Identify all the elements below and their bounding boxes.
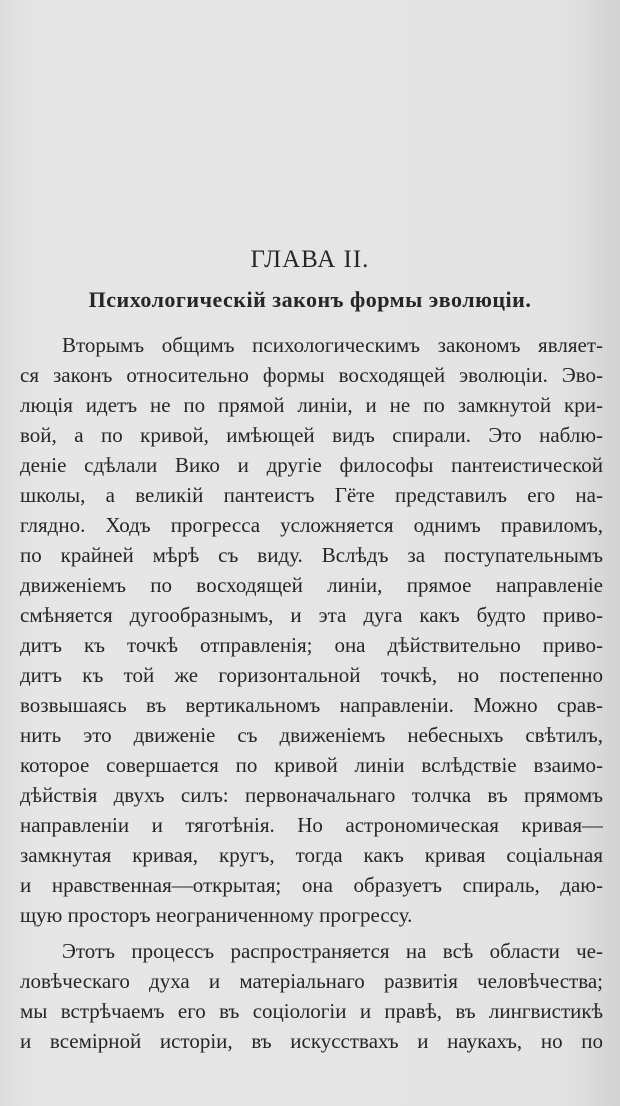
text-line: движеніемъ по восходящей линіи, прямое направленіе — [20, 573, 603, 597]
text-line: направленіи и тяготѣнія. Но астрономическая кривая— — [20, 813, 603, 837]
text-line: щую просторъ неограниченному прогрессу. — [20, 903, 413, 927]
text-line: мы встрѣчаемъ его въ соціологіи и правѣ, въ лингвистикѣ — [20, 999, 603, 1023]
text-line: люція идетъ не по прямой линіи, и не по замкнутой кри- — [20, 393, 603, 417]
text-line: ся законъ относительно формы восходящей эволюціи. Эво- — [20, 363, 603, 387]
text-line: дитъ къ точкѣ отправленія; она дѣйствительно приво- — [20, 633, 603, 657]
text-line: и всемірной исторіи, въ искусствахъ и наукахъ, но по — [20, 1029, 603, 1053]
text-line: Этотъ процессъ распространяется на всѣ области че- — [62, 939, 603, 963]
chapter-title: Психологическій законъ формы эволюціи. — [88, 287, 532, 312]
paragraph — [20, 936, 603, 1056]
text-line: и нравственная—открытая; она образуетъ спираль, даю- — [20, 873, 603, 897]
paragraph — [20, 330, 603, 930]
body-text — [20, 330, 603, 1056]
text-line: нить это движеніе съ движеніемъ небесныхъ свѣтилъ, — [20, 723, 603, 747]
text-line: возвышаясь въ вертикальномъ направленіи. Можно срав- — [20, 693, 603, 717]
text-line: смѣняется дугообразнымъ, и эта дуга какъ будто приво- — [20, 603, 603, 627]
text-line: глядно. Ходъ прогресса усложняется однимъ правиломъ, — [20, 513, 603, 537]
text-line: вой, а по кривой, имѣющей видъ спирали. Это наблю- — [20, 423, 603, 447]
text-line: дитъ къ той же горизонтальной точкѣ, но постепенно — [20, 663, 603, 687]
text-line: деніе сдѣлали Вико и другіе философы пантеистической — [20, 453, 603, 477]
text-line: дѣйствія двухъ силъ: первоначальнаго толчка въ прямомъ — [20, 783, 603, 807]
text-line: школы, а великій пантеистъ Гёте представилъ его на- — [20, 483, 603, 507]
text-line: которое совершается по кривой линіи вслѣдствіе взаимо- — [20, 753, 603, 777]
text-line: ловѣческаго духа и матеріальнаго развитія человѣчества; — [20, 969, 603, 993]
text-line: по крайней мѣрѣ съ виду. Вслѣдъ за поступательнымъ — [20, 543, 603, 567]
text-line: Вторымъ общимъ психологическимъ закономъ являет- — [62, 333, 603, 357]
text-line: замкнутая кривая, кругъ, тогда какъ кривая соціальная — [20, 843, 603, 867]
chapter-heading: ГЛАВА II. — [250, 246, 370, 273]
